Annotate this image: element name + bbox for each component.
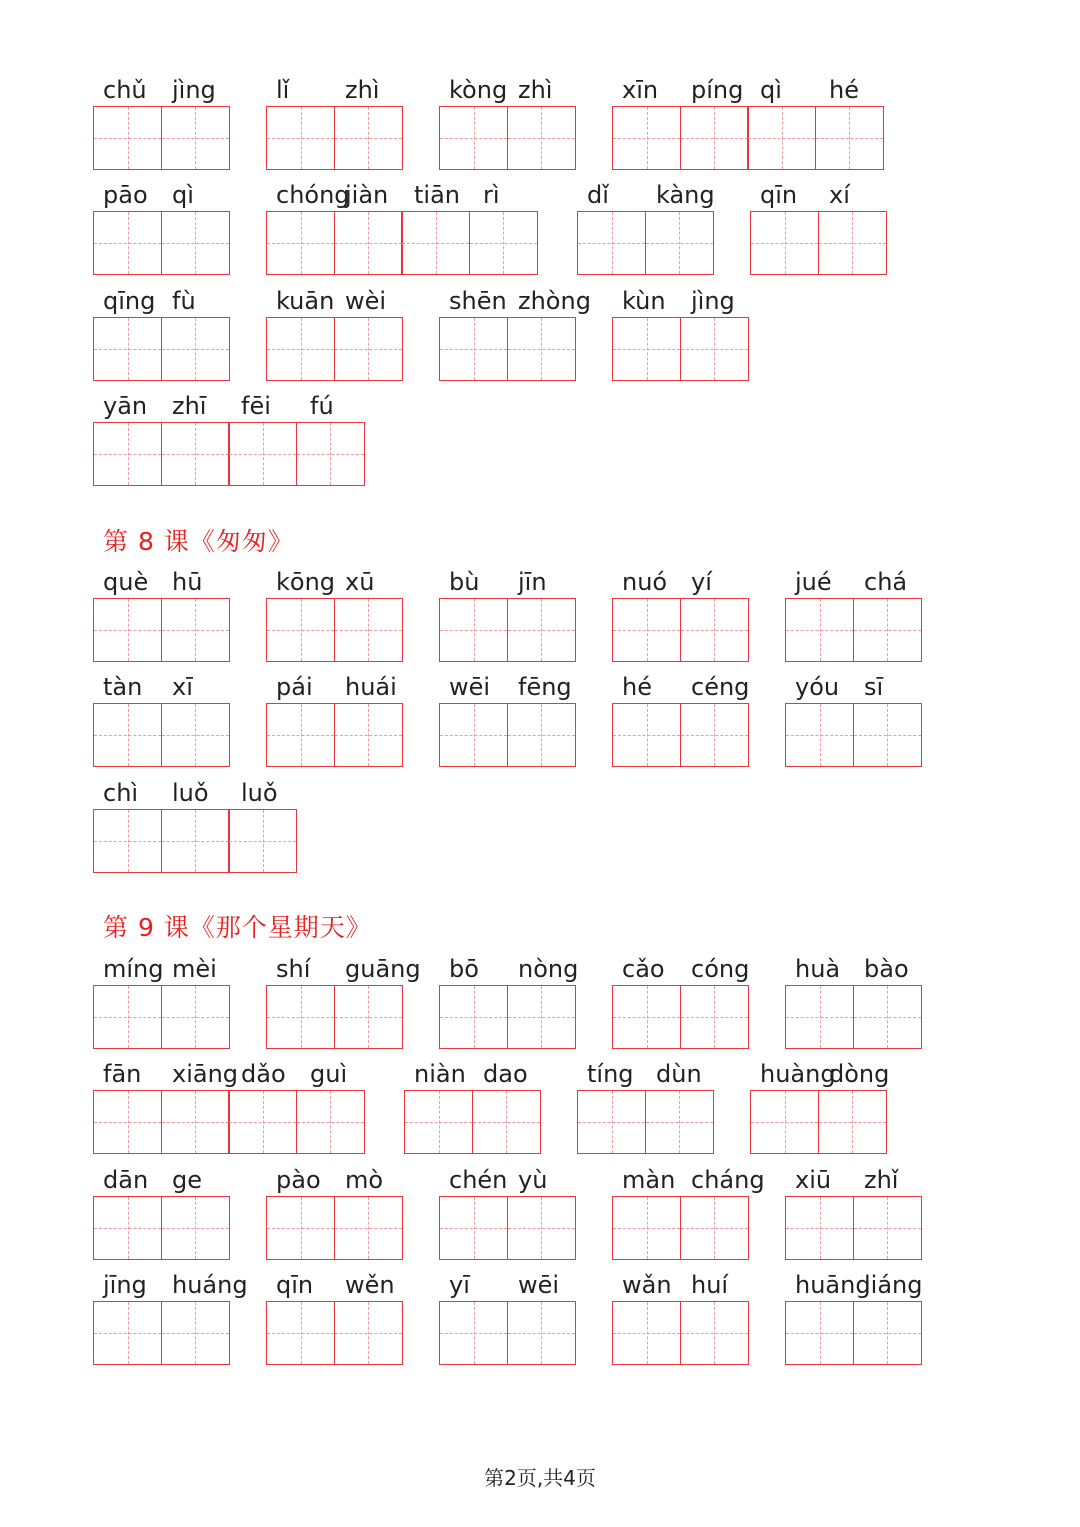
tianzige-grid — [439, 317, 576, 381]
writing-cell[interactable] — [161, 703, 230, 767]
pinyin-label: luǒ — [241, 779, 278, 807]
writing-cell[interactable] — [93, 985, 162, 1049]
tianzige-grid — [785, 703, 922, 767]
writing-cell[interactable] — [334, 1196, 403, 1260]
tianzige-grid — [439, 1196, 576, 1260]
pinyin-label: jīn — [518, 568, 547, 596]
pinyin-label: què — [103, 568, 149, 596]
pinyin-label: màn — [622, 1166, 676, 1194]
lesson-8-title: 第 8 课《匆匆》 — [103, 527, 294, 556]
writing-cell[interactable] — [161, 1196, 230, 1260]
pinyin-label: dǐ — [587, 181, 609, 209]
writing-cell[interactable] — [853, 1196, 922, 1260]
tianzige-grid — [93, 703, 230, 767]
tianzige-grid — [266, 106, 403, 170]
pinyin-label: xū — [345, 568, 375, 596]
pinyin-label: pái — [276, 673, 313, 701]
writing-cell[interactable] — [612, 598, 681, 662]
tianzige-grid — [404, 1090, 541, 1154]
tianzige-grid — [612, 1301, 749, 1365]
writing-cell[interactable] — [853, 985, 922, 1049]
pinyin-label: yī — [449, 1271, 470, 1299]
writing-cell[interactable] — [161, 422, 230, 486]
pinyin-label: cháng — [691, 1166, 765, 1194]
tianzige-grid — [612, 703, 749, 767]
writing-cell[interactable] — [228, 1090, 297, 1154]
pinyin-label: wèi — [345, 287, 387, 315]
writing-cell[interactable] — [785, 985, 854, 1049]
exercise-row — [0, 1058, 1080, 1163]
pinyin-label: huái — [345, 673, 397, 701]
exercise-row — [0, 74, 1080, 179]
pinyin-label: tàn — [103, 673, 143, 701]
writing-cell[interactable] — [334, 985, 403, 1049]
writing-cell[interactable] — [439, 1301, 508, 1365]
pinyin-label: bù — [449, 568, 480, 596]
pinyin-label: yóu — [795, 673, 840, 701]
tianzige-grid — [785, 1196, 922, 1260]
pinyin-label: xí — [829, 181, 850, 209]
writing-cell[interactable] — [818, 211, 887, 275]
tianzige-grid — [266, 1301, 403, 1365]
writing-cell[interactable] — [747, 106, 816, 170]
writing-cell[interactable] — [266, 106, 335, 170]
writing-cell[interactable] — [334, 1301, 403, 1365]
writing-cell[interactable] — [439, 317, 508, 381]
exercise-row — [0, 1269, 1080, 1374]
writing-cell[interactable] — [334, 211, 403, 275]
tianzige-grid — [93, 106, 230, 170]
writing-cell[interactable] — [680, 106, 749, 170]
pinyin-label: nuó — [622, 568, 668, 596]
writing-cell[interactable] — [507, 598, 576, 662]
pinyin-label: kàng — [656, 181, 715, 209]
writing-cell[interactable] — [161, 211, 230, 275]
writing-cell[interactable] — [401, 211, 470, 275]
pinyin-label: zhì — [345, 76, 380, 104]
lesson-9-title: 第 9 课《那个星期天》 — [103, 913, 372, 942]
writing-cell[interactable] — [334, 317, 403, 381]
tianzige-grid — [785, 598, 922, 662]
exercise-row — [0, 953, 1080, 1058]
writing-cell[interactable] — [612, 1301, 681, 1365]
pinyin-label: wēi — [449, 673, 491, 701]
tianzige-grid — [785, 1301, 922, 1365]
writing-cell[interactable] — [645, 211, 714, 275]
pinyin-label: dān — [103, 1166, 149, 1194]
pinyin-label: jìng — [691, 287, 735, 315]
pinyin-label: shí — [276, 955, 311, 983]
writing-cell[interactable] — [266, 703, 335, 767]
page-footer: 第2页,共4页 — [484, 1466, 596, 1490]
writing-cell[interactable] — [93, 1196, 162, 1260]
pinyin-label: xī — [172, 673, 193, 701]
tianzige-grid — [439, 985, 576, 1049]
pinyin-label: fēng — [518, 673, 572, 701]
tianzige-grid — [612, 985, 749, 1049]
writing-cell[interactable] — [469, 211, 538, 275]
pinyin-label: wēi — [518, 1271, 560, 1299]
tianzige-grid — [612, 317, 749, 381]
pinyin-label: qīn — [276, 1271, 314, 1299]
pinyin-label: dùn — [656, 1060, 702, 1088]
pinyin-label: fù — [172, 287, 196, 315]
pinyin-label: hū — [172, 568, 203, 596]
pinyin-label: fú — [310, 392, 334, 420]
pinyin-label: chì — [103, 779, 139, 807]
pinyin-label: shēn — [449, 287, 507, 315]
pinyin-label: qì — [172, 181, 194, 209]
writing-cell[interactable] — [439, 598, 508, 662]
tianzige-grid — [439, 1301, 576, 1365]
tianzige-grid — [577, 211, 714, 275]
writing-cell[interactable] — [439, 703, 508, 767]
pinyin-label: cǎo — [622, 955, 665, 983]
writing-cell[interactable] — [507, 317, 576, 381]
pinyin-label: tiān — [414, 181, 460, 209]
writing-cell[interactable] — [680, 985, 749, 1049]
writing-cell[interactable] — [853, 703, 922, 767]
writing-cell[interactable] — [334, 106, 403, 170]
tianzige-grid — [750, 211, 887, 275]
pinyin-label: chóng — [276, 181, 350, 209]
pinyin-label: jué — [795, 568, 832, 596]
tianzige-grid — [785, 985, 922, 1049]
writing-cell[interactable] — [93, 106, 162, 170]
writing-cell[interactable] — [93, 211, 162, 275]
pinyin-label: zhǐ — [864, 1166, 899, 1194]
pinyin-label: yí — [691, 568, 712, 596]
writing-cell[interactable] — [439, 106, 508, 170]
pinyin-label: zhòng — [518, 287, 591, 315]
pinyin-label: rì — [483, 181, 500, 209]
exercise-row — [0, 179, 1080, 284]
pinyin-label: dǎo — [241, 1060, 286, 1088]
writing-cell[interactable] — [680, 317, 749, 381]
pinyin-label: céng — [691, 673, 750, 701]
writing-cell[interactable] — [93, 317, 162, 381]
writing-cell[interactable] — [161, 985, 230, 1049]
pinyin-label: mèi — [172, 955, 217, 983]
pinyin-label: guāng — [345, 955, 421, 983]
pinyin-label: lǐ — [276, 76, 290, 104]
pinyin-label: yān — [103, 392, 148, 420]
writing-cell[interactable] — [93, 1301, 162, 1365]
pinyin-label: píng — [691, 76, 744, 104]
tianzige-grid — [93, 985, 230, 1049]
writing-cell[interactable] — [439, 985, 508, 1049]
pinyin-label: zhī — [172, 392, 207, 420]
writing-cell[interactable] — [93, 1090, 162, 1154]
tianzige-grid — [439, 598, 576, 662]
writing-cell[interactable] — [612, 317, 681, 381]
tianzige-grid — [612, 598, 749, 662]
tianzige-grid — [439, 106, 576, 170]
exercise-row — [0, 1164, 1080, 1269]
pinyin-label: míng — [103, 955, 164, 983]
writing-cell[interactable] — [785, 598, 854, 662]
pinyin-label: jiàn — [345, 181, 389, 209]
writing-cell[interactable] — [612, 985, 681, 1049]
writing-cell[interactable] — [404, 1090, 473, 1154]
writing-cell[interactable] — [439, 1196, 508, 1260]
writing-cell[interactable] — [818, 1090, 887, 1154]
pinyin-label: huàng — [760, 1060, 836, 1088]
pinyin-label: qīn — [760, 181, 798, 209]
pinyin-label: ge — [172, 1166, 202, 1194]
writing-cell[interactable] — [266, 598, 335, 662]
writing-cell[interactable] — [612, 1196, 681, 1260]
exercise-row — [0, 285, 1080, 390]
tianzige-grid — [93, 317, 230, 381]
pinyin-label: xiū — [795, 1166, 832, 1194]
pinyin-label: sī — [864, 673, 884, 701]
tianzige-grid — [612, 106, 884, 170]
writing-cell[interactable] — [334, 703, 403, 767]
pinyin-label: zhì — [518, 76, 553, 104]
writing-cell[interactable] — [93, 809, 162, 873]
writing-cell[interactable] — [507, 703, 576, 767]
pinyin-label: wǎn — [622, 1271, 672, 1299]
writing-cell[interactable] — [785, 1196, 854, 1260]
pinyin-label: chǔ — [103, 76, 147, 104]
writing-cell[interactable] — [161, 809, 230, 873]
pinyin-label: kòng — [449, 76, 508, 104]
pinyin-label: qì — [760, 76, 782, 104]
exercise-row — [0, 390, 1080, 495]
pinyin-label: huà — [795, 955, 841, 983]
pinyin-label: bào — [864, 955, 909, 983]
writing-cell[interactable] — [853, 1301, 922, 1365]
exercise-row — [0, 777, 1080, 882]
writing-cell[interactable] — [93, 422, 162, 486]
writing-cell[interactable] — [577, 1090, 646, 1154]
writing-cell[interactable] — [680, 703, 749, 767]
pinyin-label: bō — [449, 955, 479, 983]
tianzige-grid — [93, 1301, 230, 1365]
writing-cell[interactable] — [645, 1090, 714, 1154]
tianzige-grid — [750, 1090, 887, 1154]
writing-cell[interactable] — [266, 1196, 335, 1260]
pinyin-label: yù — [518, 1166, 548, 1194]
pinyin-label: luǒ — [172, 779, 209, 807]
tianzige-grid — [93, 422, 365, 486]
pinyin-label: qīng — [103, 287, 156, 315]
tianzige-grid — [266, 317, 403, 381]
pinyin-label: xīn — [622, 76, 659, 104]
writing-cell[interactable] — [750, 1090, 819, 1154]
tianzige-grid — [266, 985, 403, 1049]
pinyin-label: dao — [483, 1060, 528, 1088]
writing-cell[interactable] — [161, 317, 230, 381]
pinyin-label: pào — [276, 1166, 321, 1194]
writing-cell[interactable] — [266, 317, 335, 381]
writing-cell[interactable] — [750, 211, 819, 275]
writing-cell[interactable] — [266, 211, 335, 275]
pinyin-label: jīng — [103, 1271, 147, 1299]
writing-cell[interactable] — [161, 598, 230, 662]
writing-cell[interactable] — [161, 1301, 230, 1365]
pinyin-label: kùn — [622, 287, 666, 315]
writing-cell[interactable] — [266, 985, 335, 1049]
tianzige-grid — [612, 1196, 749, 1260]
writing-cell[interactable] — [296, 1090, 365, 1154]
writing-cell[interactable] — [472, 1090, 541, 1154]
writing-cell[interactable] — [612, 703, 681, 767]
writing-cell[interactable] — [507, 985, 576, 1049]
writing-cell[interactable] — [507, 1301, 576, 1365]
pinyin-label: pāo — [103, 181, 148, 209]
pinyin-label: huāng — [795, 1271, 871, 1299]
tianzige-grid — [93, 1090, 365, 1154]
writing-cell[interactable] — [680, 598, 749, 662]
writing-cell[interactable] — [228, 809, 297, 873]
tianzige-grid — [266, 598, 403, 662]
tianzige-grid — [577, 1090, 714, 1154]
pinyin-label: chá — [864, 568, 908, 596]
tianzige-grid — [93, 809, 297, 873]
writing-cell[interactable] — [334, 598, 403, 662]
pinyin-label: guì — [310, 1060, 348, 1088]
writing-cell[interactable] — [228, 422, 297, 486]
tianzige-grid — [266, 703, 403, 767]
pinyin-label: kuān — [276, 287, 335, 315]
pinyin-label: fēi — [241, 392, 271, 420]
writing-cell[interactable] — [785, 703, 854, 767]
pinyin-label: wěn — [345, 1271, 395, 1299]
pinyin-label: dòng — [829, 1060, 890, 1088]
pinyin-label: nòng — [518, 955, 579, 983]
tianzige-grid — [93, 598, 230, 662]
pinyin-label: huáng — [172, 1271, 248, 1299]
pinyin-label: kōng — [276, 568, 336, 596]
pinyin-label: chén — [449, 1166, 508, 1194]
writing-cell[interactable] — [507, 1196, 576, 1260]
exercise-row — [0, 671, 1080, 776]
pinyin-label: tíng — [587, 1060, 634, 1088]
writing-cell[interactable] — [296, 422, 365, 486]
writing-cell[interactable] — [507, 106, 576, 170]
tianzige-grid — [266, 1196, 403, 1260]
pinyin-label: cóng — [691, 955, 750, 983]
pinyin-label: fān — [103, 1060, 142, 1088]
pinyin-label: hé — [829, 76, 859, 104]
writing-cell[interactable] — [612, 106, 681, 170]
tianzige-grid — [439, 703, 576, 767]
pinyin-label: niàn — [414, 1060, 466, 1088]
writing-cell[interactable] — [785, 1301, 854, 1365]
writing-cell[interactable] — [161, 1090, 230, 1154]
writing-cell[interactable] — [853, 598, 922, 662]
pinyin-label: huí — [691, 1271, 729, 1299]
writing-cell[interactable] — [815, 106, 884, 170]
writing-cell[interactable] — [161, 106, 230, 170]
exercise-row — [0, 566, 1080, 671]
writing-cell[interactable] — [680, 1301, 749, 1365]
pinyin-label: jìng — [172, 76, 216, 104]
writing-cell[interactable] — [577, 211, 646, 275]
writing-cell[interactable] — [93, 598, 162, 662]
writing-cell[interactable] — [266, 1301, 335, 1365]
pinyin-label: mò — [345, 1166, 384, 1194]
tianzige-grid — [93, 211, 230, 275]
tianzige-grid — [93, 1196, 230, 1260]
tianzige-grid — [266, 211, 538, 275]
writing-cell[interactable] — [680, 1196, 749, 1260]
pinyin-label: xiāng — [172, 1060, 239, 1088]
pinyin-label: liáng — [864, 1271, 923, 1299]
pinyin-label: hé — [622, 673, 652, 701]
writing-cell[interactable] — [93, 703, 162, 767]
